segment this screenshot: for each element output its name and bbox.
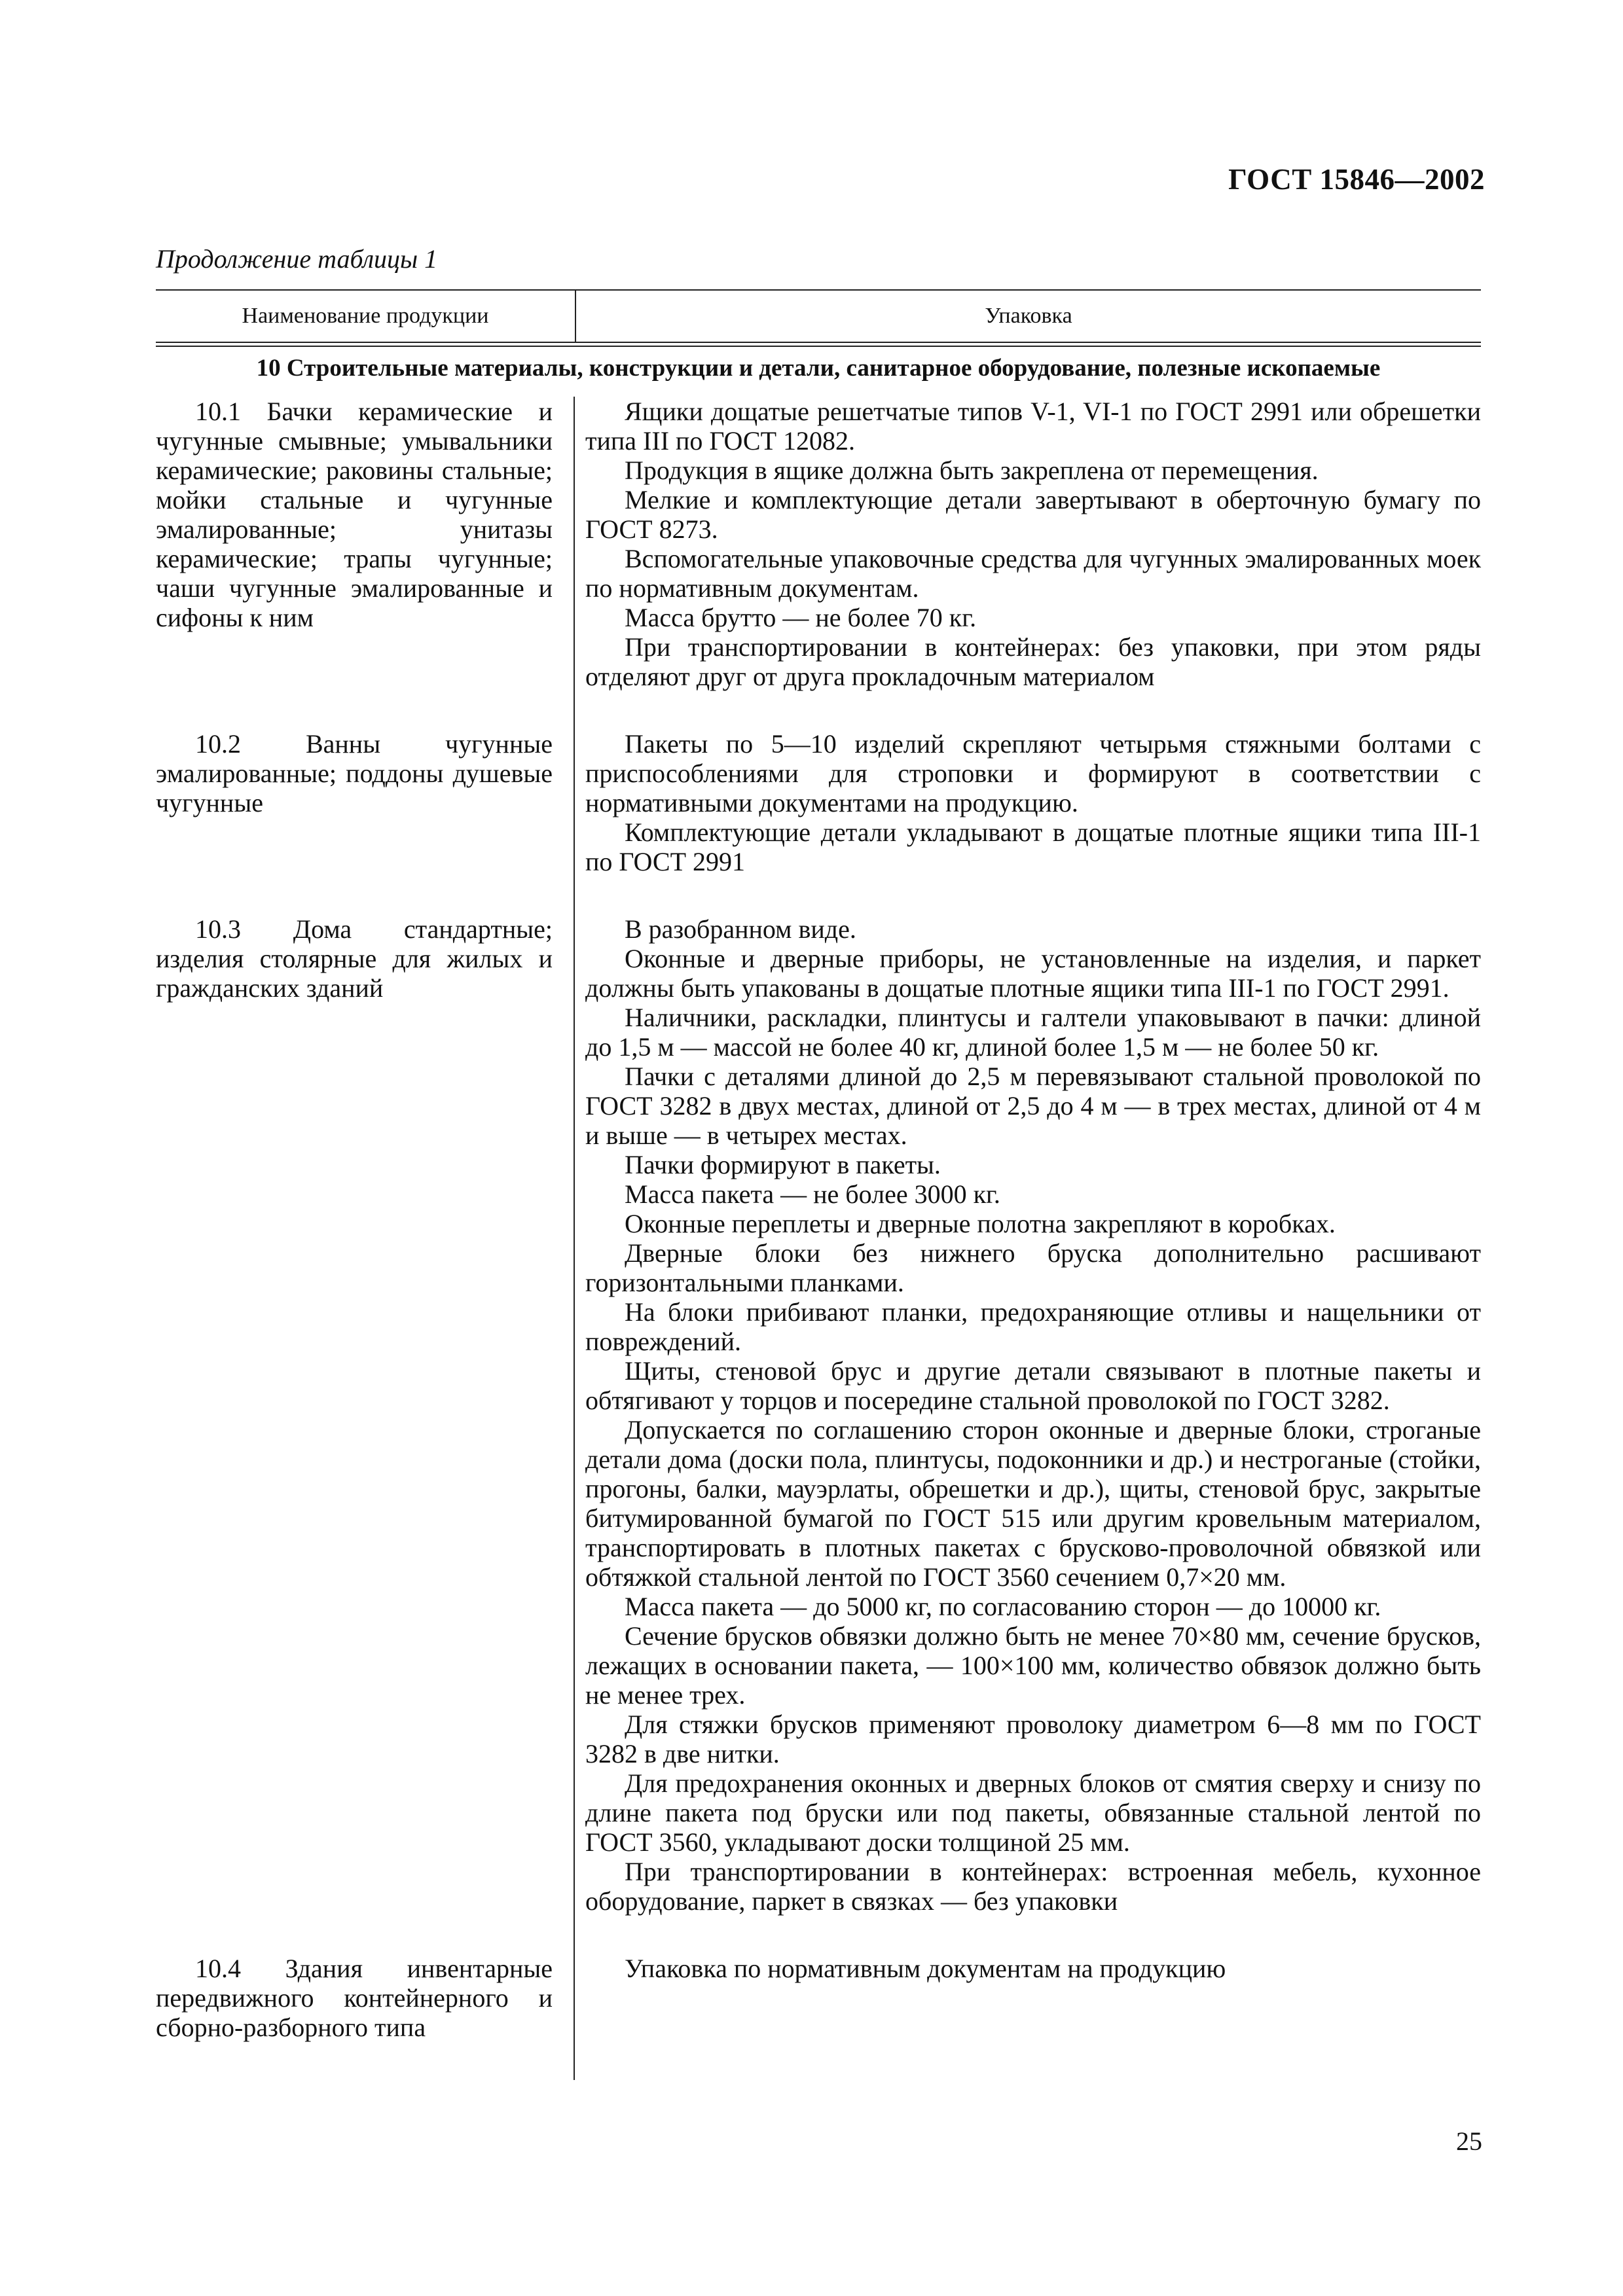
section-title: 10 Строительные материалы, конструкции и детали, санитарное оборудование, полезные ископаемые: [256, 355, 1381, 382]
product-cell: [156, 1954, 575, 2080]
table-row: [156, 914, 1481, 1954]
page-number: 25: [1456, 2126, 1482, 2156]
packaging-paragraph: Масса пакета — не более 3000 кг.: [625, 1179, 1000, 1209]
packaging-paragraph: Масса пакета — до 5000 кг, по согласованию сторон — до 10000 кг.: [625, 1592, 1381, 1621]
packaging-paragraph: Допускается по соглашению сторон оконные и дверные блоки, строганые детали дома (доски пола, плинтусы, подоконники и др.) и нестроганые (стойки, прогоны, балки, мауэрлаты, обрешетки и др.), щиты, стеновой брус, закрытые битумированной бумагой по ГОСТ 515 или другим кровельным материалом, транспортировать в плотных пакетах с брусково-проволочной обвязкой или обтяжкой стальной лентой по ГОСТ 3560 сечением 0,7×20 мм.: [585, 1415, 1481, 1592]
packaging-paragraph: При транспортировании в контейнерах: встроенная мебель, кухонное оборудование, паркет в связках — без упаковки: [585, 1857, 1481, 1916]
product-name: 10.4 Здания инвентарные передвижного контейнерного и сборно-разборного типа: [156, 1954, 553, 2042]
table-row: [156, 397, 1481, 729]
table-caption: Продолжение таблицы 1: [156, 244, 438, 274]
packaging-paragraph: Вспомогательные упаковочные средства для чугунных эмалированных моек по нормативным документам.: [585, 544, 1481, 603]
packaging-paragraph: Масса брутто — не более 70 кг.: [625, 603, 977, 632]
table-row: [156, 729, 1481, 914]
product-name: 10.3 Дома стандартные; изделия столярные для жилых и гражданских зданий: [156, 914, 553, 1003]
packaging-paragraph: При транспортировании в контейнерах: без упаковки, при этом ряды отделяют друг от друга прокладочным материалом: [585, 632, 1481, 691]
packaging-paragraph: Оконные переплеты и дверные полотна закрепляют в коробках.: [625, 1209, 1336, 1238]
packaging-paragraph: Щиты, стеновой брус и другие детали связывают в плотные пакеты и обтягивают у торцов и посередине стальной проволокой по ГОСТ 3282.: [585, 1356, 1481, 1415]
packaging-paragraph: Для стяжки брусков применяют проволоку диаметром 6—8 мм по ГОСТ 3282 в две нитки.: [585, 1710, 1481, 1768]
packaging-paragraph: В разобранном виде.: [625, 914, 856, 944]
packaging-paragraph: Пачки формируют в пакеты.: [625, 1150, 941, 1179]
packaging-paragraph: Пачки с деталями длиной до 2,5 м перевязывают стальной проволокой по ГОСТ 3282 в двух местах, длиной от 2,5 до 4 м — в трех местах, длиной от 4 м и выше — в четырех местах.: [585, 1062, 1481, 1150]
packaging-cell: [575, 397, 1481, 729]
packaging-paragraph: Пакеты по 5—10 изделий скрепляют четырьмя стяжными болтами с приспособлениями для строповки и формируют в соответствии с нормативными документами на продукцию.: [585, 729, 1481, 817]
packaging-cell: [575, 729, 1481, 914]
packaging-paragraph: Дверные блоки без нижнего бруска дополнительно расшивают горизонтальными планками.: [585, 1238, 1481, 1297]
packaging-paragraph: Продукция в ящике должна быть закреплена от перемещения.: [625, 456, 1319, 485]
packaging-paragraph: На блоки прибивают планки, предохраняющие отливы и нащельники от повреждений.: [585, 1297, 1481, 1356]
table-header: [156, 291, 1481, 342]
packaging-paragraph: Оконные и дверные приборы, не установленные на изделия, и паркет должны быть упакованы в дощатые плотные ящики типа III-1 по ГОСТ 2991.: [585, 944, 1481, 1003]
product-name: 10.2 Ванны чугунные эмалированные; поддоны душевые чугунные: [156, 729, 553, 817]
product-cell: [156, 914, 575, 1954]
product-cell: [156, 397, 575, 729]
document-code: ГОСТ 15846—2002: [1228, 163, 1485, 196]
product-name: 10.1 Бачки керамические и чугунные смывные; умывальники керамические; раковины стальные; мойки стальные и чугунные эмалированные; унитазы керамические; трапы чугунные; чаши чугунные эмалированные и сифоны к ним: [156, 397, 553, 632]
packaging-table: [156, 289, 1481, 2080]
packaging-cell: [575, 1954, 1481, 2080]
packaging-paragraph: Ящики дощатые решетчатые типов V-1, VI-1 по ГОСТ 2991 или обрешетки типа III по ГОСТ 12082.: [585, 397, 1481, 456]
packaging-paragraph: Упаковка по нормативным документам на продукцию: [625, 1954, 1226, 1983]
packaging-paragraph: Мелкие и комплектующие детали завертывают в оберточную бумагу по ГОСТ 8273.: [585, 485, 1481, 544]
table-row: [156, 1954, 1481, 2080]
table-body: [156, 397, 1481, 2080]
packaging-paragraph: Сечение брусков обвязки должно быть не менее 70×80 мм, сечение брусков, лежащих в основании пакета, — 100×100 мм, количество обвязок должно быть не менее трех.: [585, 1621, 1481, 1710]
product-cell: [156, 729, 575, 914]
packaging-paragraph: Комплектующие детали укладывают в дощатые плотные ящики типа III-1 по ГОСТ 2991: [585, 817, 1481, 876]
column-header-product: Наименование продукции: [156, 291, 576, 342]
packaging-paragraph: Наличники, раскладки, плинтусы и галтели упаковывают в пачки: длиной до 1,5 м — массой не более 40 кг, длиной более 1,5 м — не более 50 кг.: [585, 1003, 1481, 1062]
packaging-cell: [575, 914, 1481, 1954]
column-header-packaging: Упаковка: [985, 304, 1072, 328]
packaging-paragraph: Для предохранения оконных и дверных блоков от смятия сверху и снизу по длине пакета под бруски или под пакеты, обвязанные стальной лентой по ГОСТ 3560, укладывают доски толщиной 25 мм.: [585, 1768, 1481, 1857]
